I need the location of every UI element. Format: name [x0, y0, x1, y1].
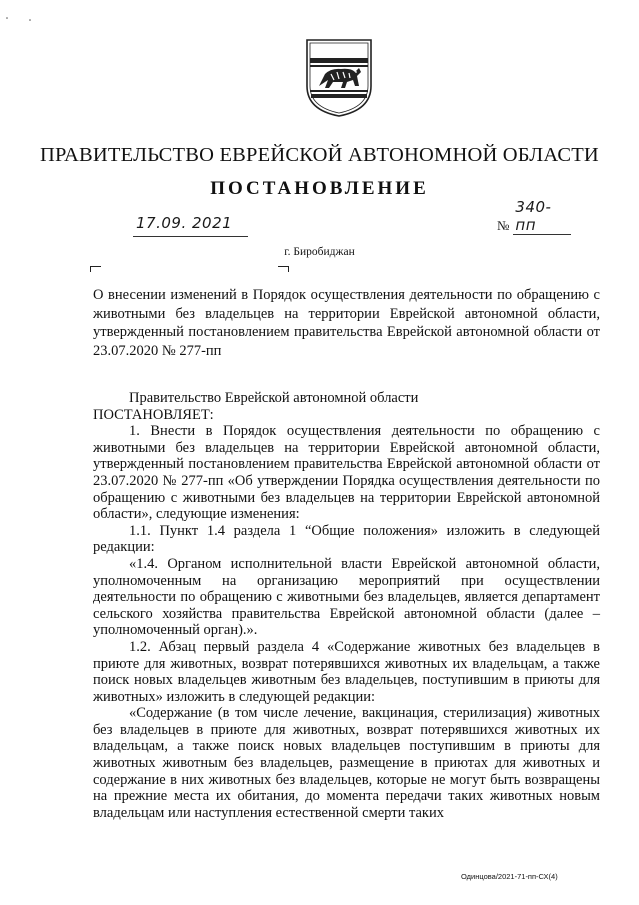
- paragraph-1-1: 1.1. Пункт 1.4 раздела 1 “Общие положения» изложить в следующей редакции:: [93, 522, 600, 556]
- document-body: [93, 390, 600, 821]
- number-sign: №: [497, 218, 510, 233]
- scan-specks: [4, 10, 44, 20]
- right-corner-mark: [278, 266, 289, 272]
- paragraph-content-quote: «Содержание (в том числе лечение, вакцинация, стерилизация) животных без владельцев в приюте для животных, возврат потерявшихся животных их владельцам, а также поиск новых владельцев поступившим в приюты для животных животным без владельцев, размещение в приютах для животных и содержание в них животных без владельцев, которые не могут быть возвращены на прежние места их обитания, до момента передачи таких животных новым владельцам или наступления естественной смерти таких: [93, 705, 600, 821]
- left-corner-mark: [90, 266, 101, 272]
- document-type-heading: ПОСТАНОВЛЕНИЕ: [210, 178, 429, 199]
- city-label: г. Биробиджан: [284, 246, 355, 258]
- government-line: Правительство Еврейской автономной области: [129, 390, 419, 406]
- government-title: ПРАВИТЕЛЬСТВО ЕВРЕЙСКОЙ АВТОНОМНОЙ ОБЛАСТИ: [40, 144, 599, 166]
- document-number: 340-пп: [515, 198, 552, 234]
- coat-of-arms-emblem: [301, 38, 377, 118]
- paragraph-1: 1. Внести в Порядок осуществления деятельности по обращению с животными без владельцев на территории Еврейской автономной области, утвержденный постановлением правительства Еврейской автономной области от 23.07.2020 № 277-пп «Об утверждении Порядка осуществления деятельности по обращению с животными без владельцев на территории Еврейской автономной области», следующие изменения:: [93, 423, 600, 523]
- footer-reference: Одинцова/2021-71-пп-СХ(4): [461, 872, 558, 881]
- number-underline: [513, 198, 571, 235]
- document-number-block: [497, 198, 571, 235]
- paragraph-1-4-quote: «1.4. Органом исполнительной власти Еврейской автономной области, уполномоченным на организацию мероприятий при осуществлении деятельности по обращению с животными без владельцев, является департамент сельского хозяйства правительства Еврейской автономной области (далее – уполномоченный орган).».: [93, 555, 600, 639]
- document-subject: О внесении изменений в Порядок осуществления деятельности по обращению с животными без владельцев на территории Еврейской автономной области, утвержденный постановлением правительства Еврейской автономной области от 23.07.2020 № 277-пп: [93, 287, 600, 359]
- paragraph-1-2: 1.2. Абзац первый раздела 4 «Содержание животных без владельцев в приюте для животных, возврат потерявшихся животных их владельцам, а также поиск новых владельцев животным без владельцев, поступившим в приюты для животных» изложить в следующей редакции:: [93, 638, 600, 705]
- resolves-line: ПОСТАНОВЛЯЕТ:: [93, 406, 214, 423]
- document-date: 17.09. 2021: [136, 214, 233, 232]
